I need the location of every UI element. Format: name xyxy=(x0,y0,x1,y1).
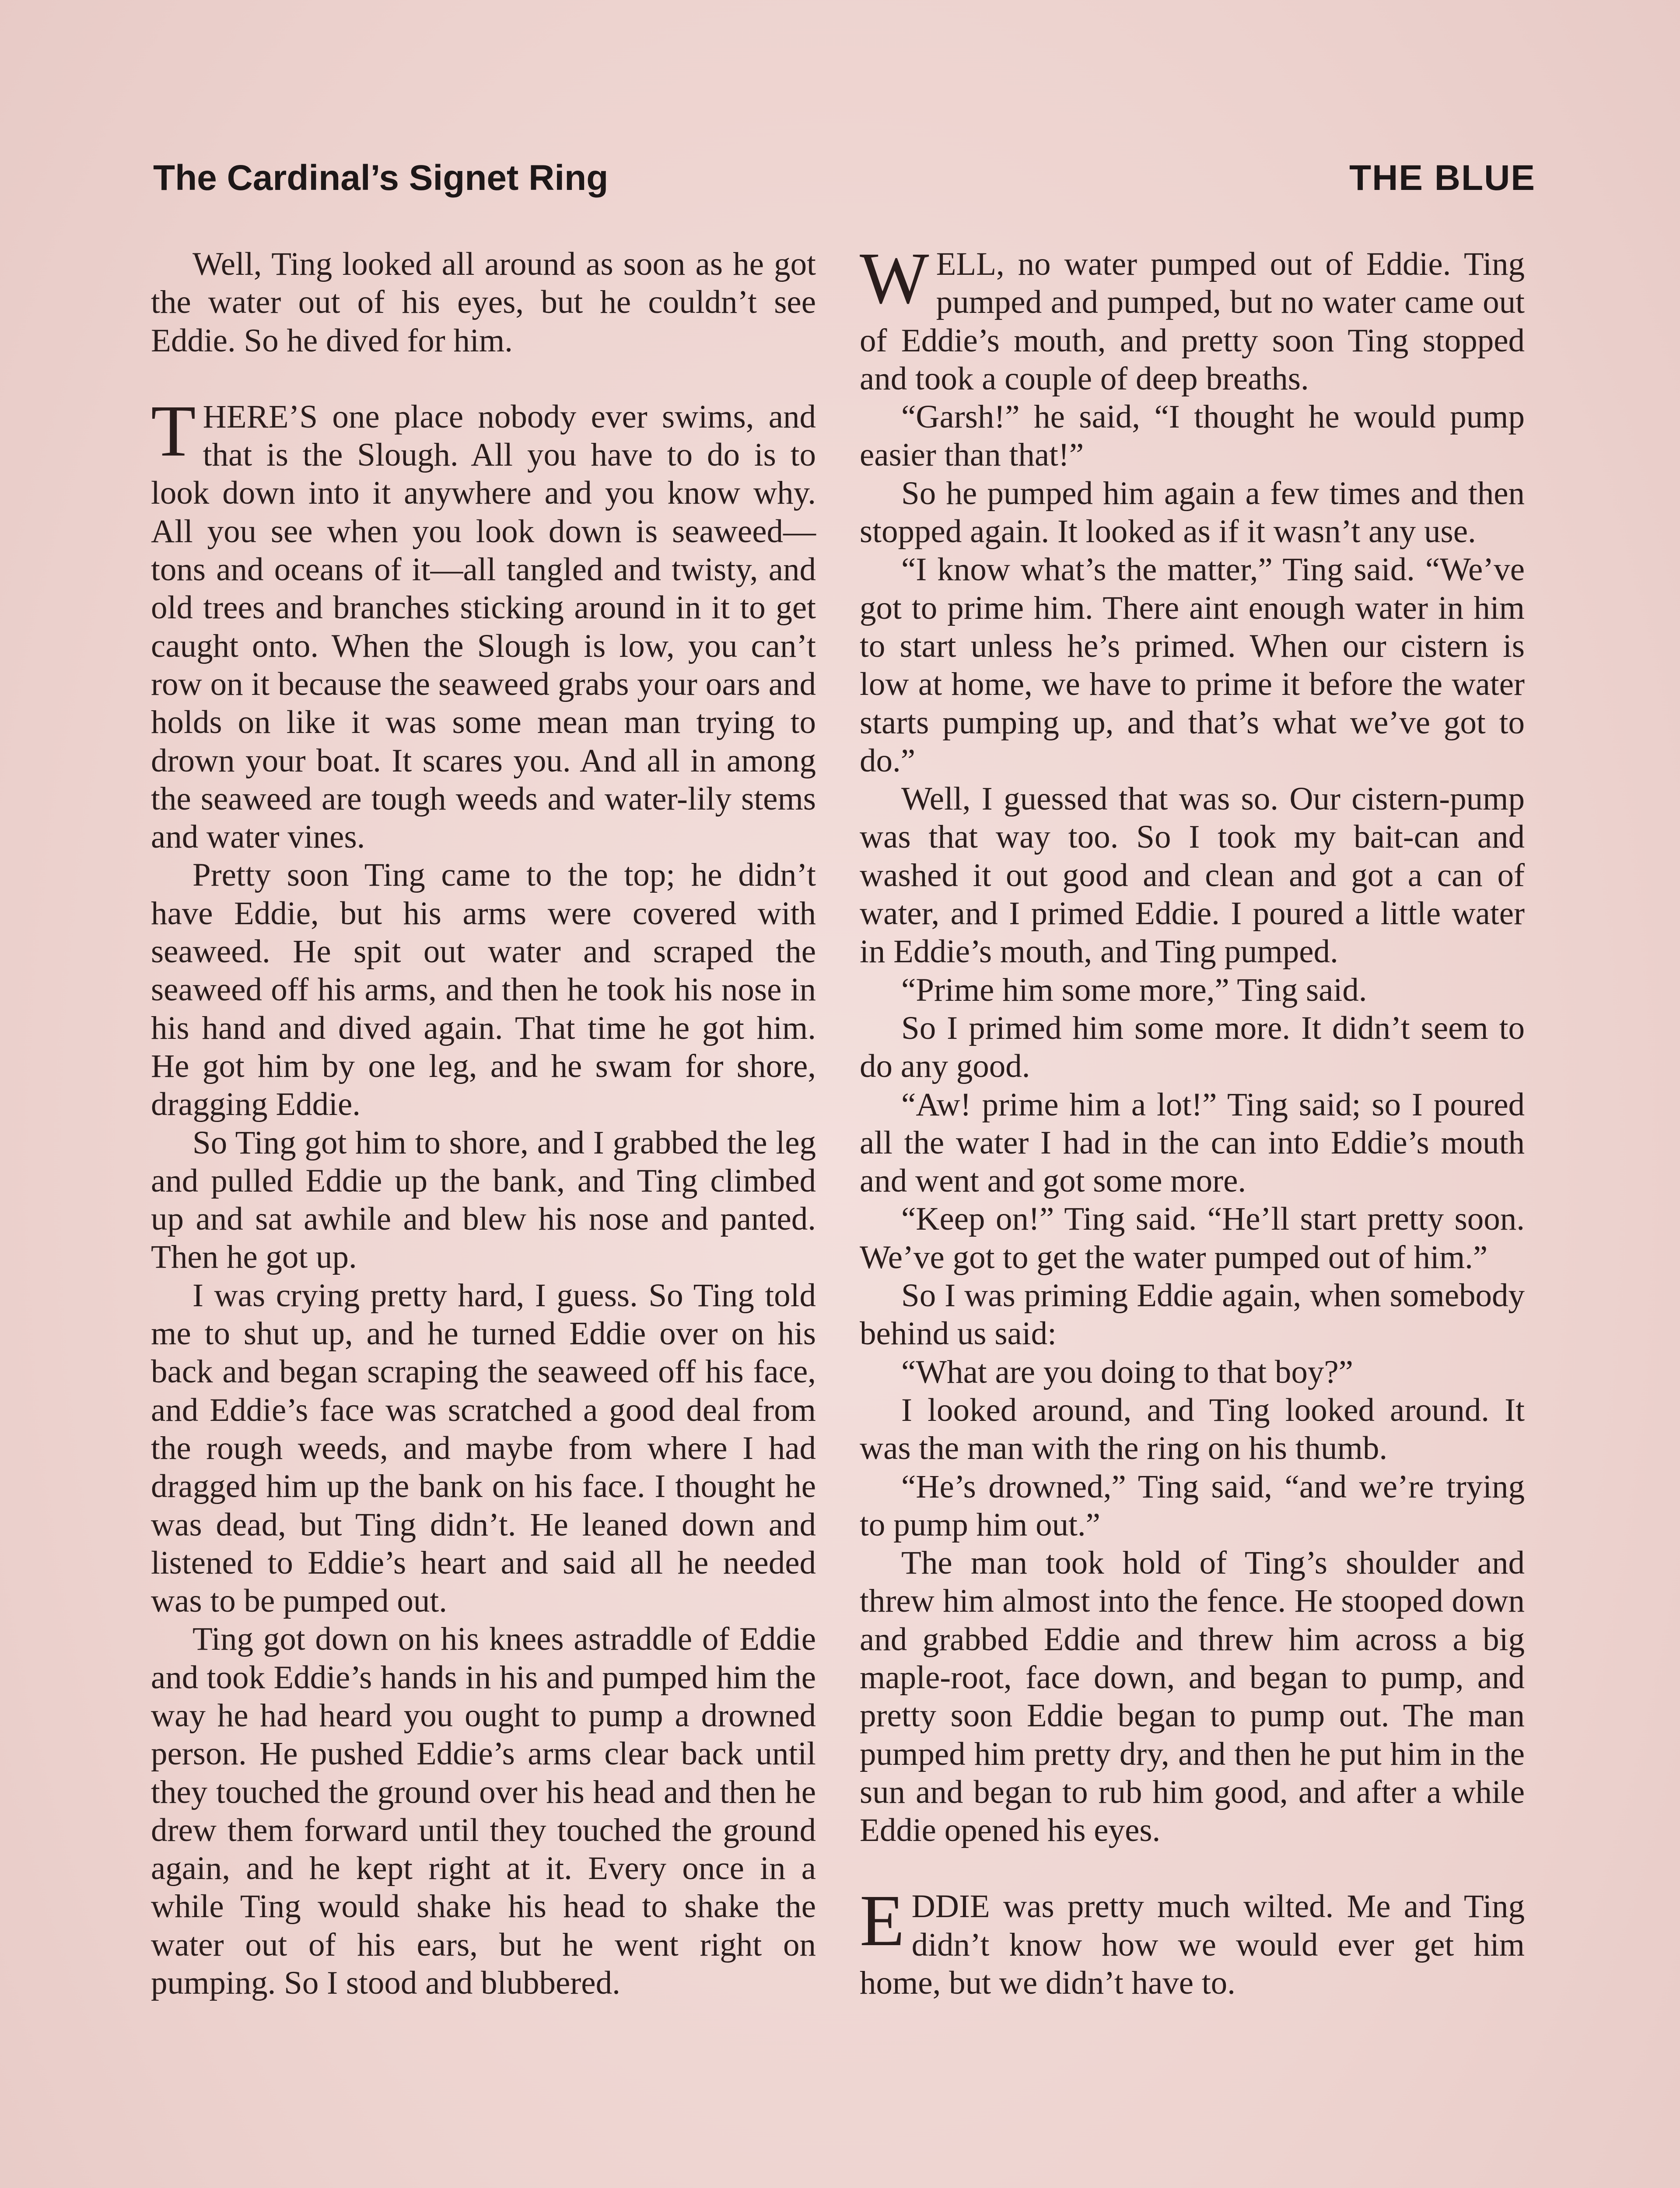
drop-cap: T xyxy=(151,390,196,472)
paragraph: Ting got down on his knees astraddle of Eddie and took Eddie’s hands in his and pumped him the way he had heard you ought to pump a drowned person. He pushed Eddie’s arms clear back until they touched the ground over his head and then he drew them forward until they touched the ground again, and he kept right at it. Every once in a while Ting would shake his head to shake the water out of his ears, but he went right on pumping. So I stood and blubbered. xyxy=(151,1621,816,2002)
paragraph: Well, I guessed that was so. Our cistern-pump was that way too. So I took my bait-can and washed it out good and clean and got a can of water, and I primed Eddie. I poured a little water in Eddie’s mouth, and Ting pumped. xyxy=(860,781,1525,970)
paragraph: “Prime him some more,” Ting said. xyxy=(901,971,1367,1008)
paragraph: “Aw! prime him a lot!” Ting said; so I poured all the water I had in the can into Eddie’s mouth and went and got some more. xyxy=(860,1086,1525,1199)
paragraph: “He’s drowned,” Ting said, “and we’re trying to pump him out.” xyxy=(860,1468,1525,1543)
paragraph-with-drop-cap xyxy=(860,238,1525,398)
paragraph-with-drop-cap xyxy=(151,390,816,856)
paragraph: “Keep on!” Ting said. “He’ll start pretty soon. We’ve got to get the water pumped out of him.” xyxy=(860,1201,1525,1276)
paragraph-text: HERE’S one place nobody ever swims, and that is the Slough. All you have to do is to look down into it anywhere and you know why. All you see when you look down is seaweed—tons and oceans of it—all tangled and twisty, and old trees and branches sticking around in it to get caught onto. When the Slough is low, you can’t row on it because the seaweed grabs your oars and holds on like it was some mean man trying to drown your boat. It scares you. And all in among the seaweed are tough weeds and water-lily stems and water vines. xyxy=(151,398,816,856)
paragraph-text: DDIE was pretty much wilted. Me and Ting didn’t know how we would ever get him home, but we didn’t have to. xyxy=(860,1888,1525,2002)
paragraph: Well, Ting looked all around as soon as he got the water out of his eyes, but he couldn’t see Eddie. So he dived for him. xyxy=(151,246,816,359)
story-title: The Cardinal’s Signet Ring xyxy=(153,158,609,198)
paragraph: So I was priming Eddie again, when somebody behind us said: xyxy=(860,1277,1525,1352)
left-column xyxy=(151,245,816,2002)
paragraph: So I primed him some more. It didn’t seem to do any good. xyxy=(860,1010,1525,1085)
paragraph: The man took hold of Ting’s shoulder and threw him almost into the fence. He stooped down and grabbed Eddie and threw him across a big maple-root, face down, and began to pump, and pretty soon Eddie began to pump out. The man pumped him pretty dry, and then he put him in the sun and began to rub him good, and after a while Eddie opened his eyes. xyxy=(860,1545,1525,1849)
section-break xyxy=(860,1849,1525,1887)
paragraph: I was crying pretty hard, I guess. So Ting told me to shut up, and he turned Eddie over on his back and began scraping the seaweed off his face, and Eddie’s face was scratched a good deal from the rough weeds, and maybe from where I had dragged him up the bank on his face. I thought he was dead, but Ting didn’t. He leaned down and listened to Eddie’s heart and said all he needed was to be pumped out. xyxy=(151,1277,816,1620)
paragraph: “What are you doing to that boy?” xyxy=(901,1353,1353,1390)
paragraph-with-drop-cap xyxy=(860,1880,1525,2002)
paragraph-text: ELL, no water pumped out of Eddie. Ting pumped and pumped, but no water came out of Eddie’s mouth, and pretty soon Ting stopped and took a couple of deep breaths. xyxy=(860,246,1525,397)
paragraph: Pretty soon Ting came to the top; he didn’t have Eddie, but his arms were covered with seaweed. He spit out water and scraped the seaweed off his arms, and then he took his nose in his hand and dived again. That time he got him. He got him by one leg, and he swam for shore, dragging Eddie. xyxy=(151,857,816,1123)
paragraph: I looked around, and Ting looked around. It was the man with the ring on his thumb. xyxy=(860,1392,1525,1467)
magazine-title: THE BLUE xyxy=(1349,158,1536,198)
section-break xyxy=(151,360,816,398)
drop-cap: E xyxy=(860,1880,905,1962)
paragraph: So Ting got him to shore, and I grabbed the leg and pulled Eddie up the bank, and Ting climbed up and sat awhile and blew his nose and panted. Then he got up. xyxy=(151,1124,816,1276)
paragraph: “Garsh!” he said, “I thought he would pump easier than that!” xyxy=(860,399,1525,473)
drop-cap: W xyxy=(860,238,929,319)
paragraph: “I know what’s the matter,” Ting said. “We’ve got to prime him. There aint enough water in him to start unless he’s primed. When our cistern is low at home, we have to prime it before the water starts pumping up, and that’s what we’ve got to do.” xyxy=(860,551,1525,779)
paragraph: So he pumped him again a few times and then stopped again. It looked as if it wasn’t any use. xyxy=(860,475,1525,550)
right-column xyxy=(860,238,1525,2002)
running-header xyxy=(153,158,1536,206)
